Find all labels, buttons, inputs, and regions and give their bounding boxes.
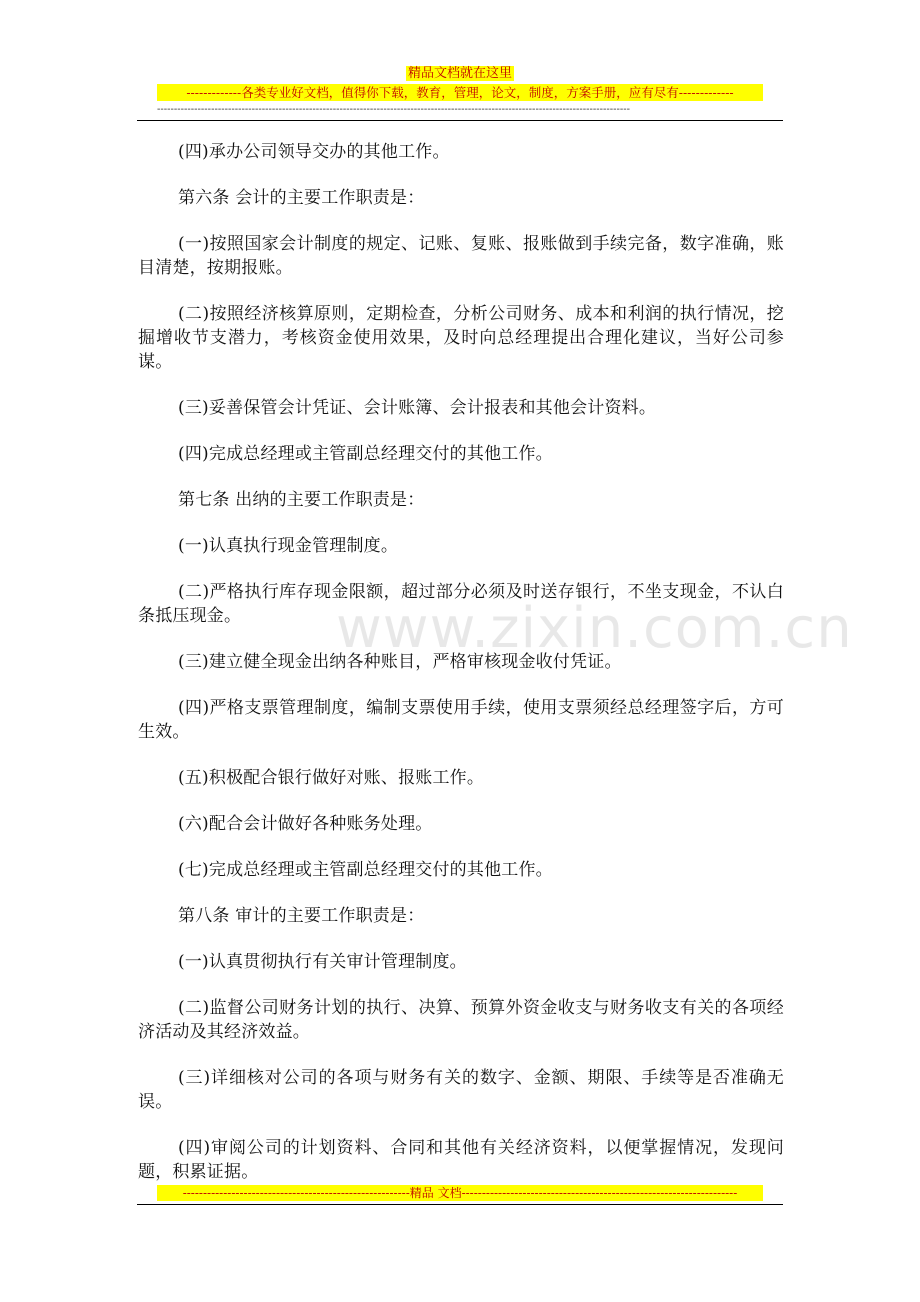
paragraph: (二)严格执行库存现金限额，超过部分必须及时送存银行，不坐支现金，不认白条抵压现金。 [138, 582, 784, 626]
article-heading: 第八条 审计的主要工作职责是： [178, 906, 425, 926]
paragraph: (二)按照经济核算原则，定期检查，分析公司财务、成本和利润的执行情况，挖掘增收节支潜力，考核资金使用效果，及时向总经理提出合理化建议，当好公司参谋。 [138, 304, 784, 372]
paragraph: (六)配合会计做好各种账务处理。 [178, 814, 433, 834]
header-subtitle: -------------各类专业好文档，值得你下载，教育，管理，论文，制度，方案手册，应有尽有------------- [157, 84, 763, 101]
document-body [138, 140, 784, 1206]
paragraph: (三)建立健全现金出纳各种账目，严格审核现金收付凭证。 [178, 652, 622, 672]
paragraph: (一)认真执行现金管理制度。 [178, 536, 399, 556]
footer-rule [137, 1204, 783, 1205]
paragraph: (二)监督公司财务计划的执行、决算、预算外资金收支与财务收支有关的各项经济活动及其经济效益。 [138, 998, 784, 1042]
watermark: www.zixin.com.cn [336, 596, 853, 661]
article-heading: 第六条 会计的主要工作职责是： [178, 188, 425, 208]
paragraph: (三)详细核对公司的各项与财务有关的数字、金额、期限、手续等是否准确无误。 [138, 1068, 784, 1112]
paragraph: (四)承办公司领导交办的其他工作。 [178, 142, 450, 162]
paragraph: (四)严格支票管理制度，编制支票使用手续，使用支票须经总经理签字后，方可生效。 [138, 698, 784, 742]
paragraph: (一)认真贯彻执行有关审计管理制度。 [178, 952, 467, 972]
article-heading: 第七条 出纳的主要工作职责是： [178, 490, 425, 510]
paragraph: (三)妥善保管会计凭证、会计账簿、会计报表和其他会计资料。 [178, 398, 657, 418]
header-dash-line: -------------------------------------------------------------------------------------------------------------------------------------------- [157, 104, 631, 115]
paragraph: (四)完成总经理或主管副总经理交付的其他工作。 [178, 444, 553, 464]
paragraph: (四)审阅公司的计划资料、合同和其他有关经济资料，以便掌握情况，发现问题，积累证据。 [138, 1138, 784, 1182]
paragraph: (七)完成总经理或主管副总经理交付的其他工作。 [178, 860, 553, 880]
paragraph: (一)按照国家会计制度的规定、记账、复账、报账做到手续完备，数字准确，账目清楚，按期报账。 [138, 234, 784, 278]
footer-banner: --------------------------------------------------------精品 文档-------------------------------------------------------------------- [157, 1185, 763, 1201]
header-title: 精品文档就在这里 [407, 66, 512, 81]
paragraph: (五)积极配合银行做好对账、报账工作。 [178, 768, 485, 788]
header-rule [137, 120, 783, 121]
